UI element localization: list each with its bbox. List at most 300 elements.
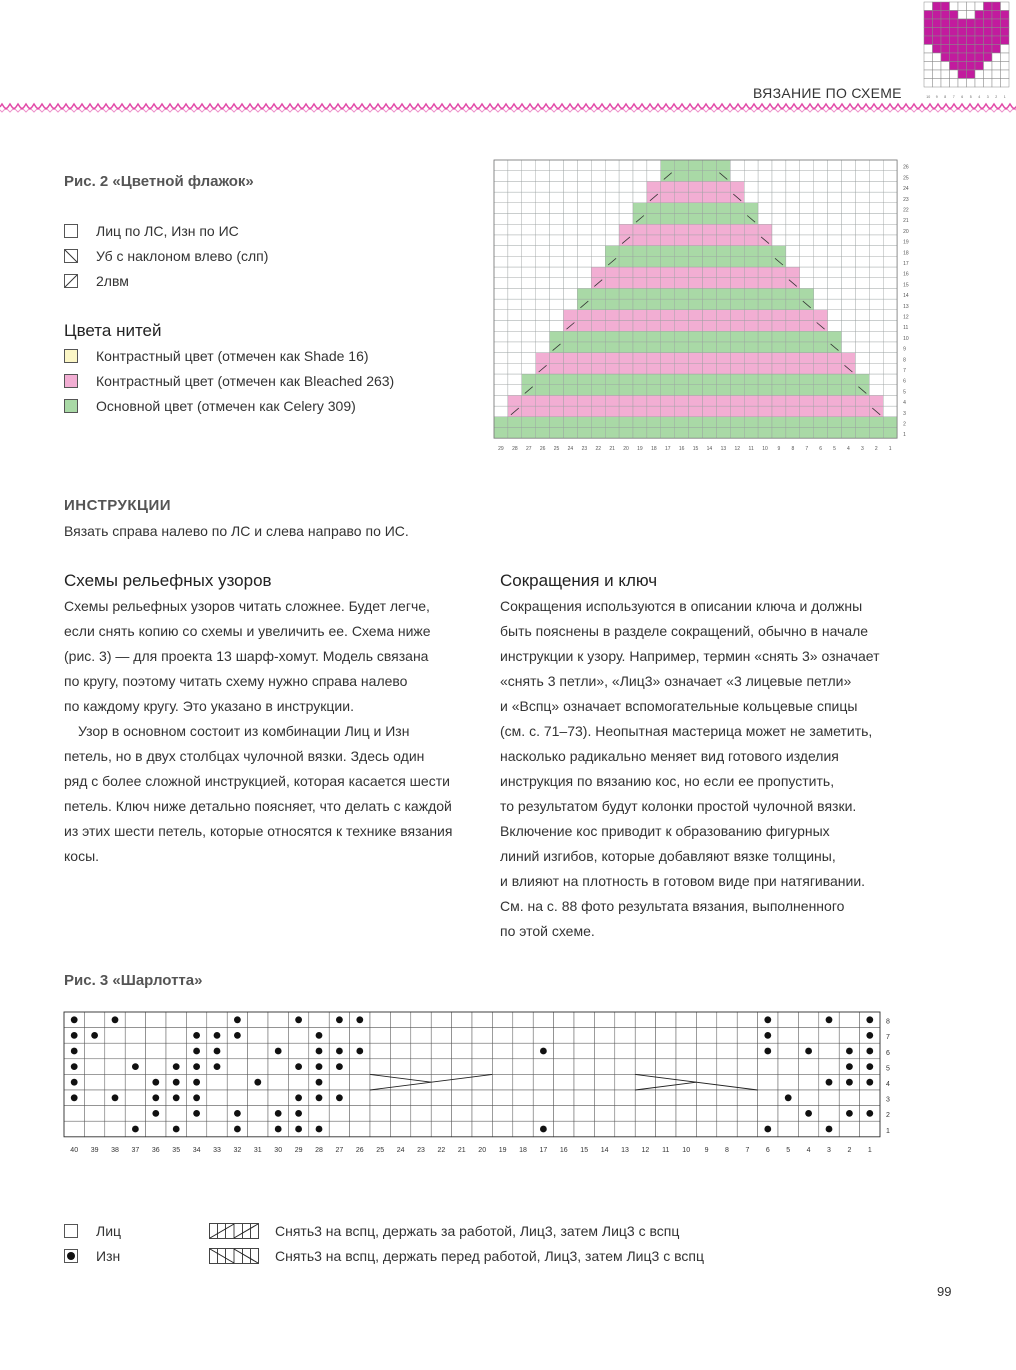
chart-cell [744,246,758,257]
chart-cell [615,1043,635,1059]
heart-cell [924,79,933,88]
chart-cell [605,267,619,278]
chart-cell [869,385,883,396]
chart-cell [855,214,869,225]
purl-dot [866,1016,873,1023]
chart-cell [661,321,675,332]
chart-cell [819,1043,839,1059]
legend-label: Лиц по ЛС, Изн по ИС [96,222,239,239]
legend-row-cable-front [209,1243,704,1268]
chart-cell [737,1059,757,1075]
chart-cell [855,224,869,235]
row-number: 25 [903,175,909,182]
chart-cell [494,256,508,267]
chart-cell [591,353,605,364]
chart-cell [842,342,856,353]
chart-cell [550,278,564,289]
chart-cell [689,310,703,321]
purl-dot [866,1063,873,1070]
chart-cell [591,192,605,203]
chart-cell [689,374,703,385]
chart-cell [730,428,744,439]
chart-cell [550,181,564,192]
chart-cell [772,160,786,171]
row-number: 12 [903,314,909,321]
chart-cell [146,1028,166,1044]
chart-cell [869,160,883,171]
chart-cell [390,1090,410,1106]
chart-cell [716,181,730,192]
color-row [64,368,394,393]
chart-cell [744,342,758,353]
chart-cell [860,1090,880,1106]
chart-cell [661,310,675,321]
col-number: 39 [90,1146,99,1154]
chart-cell [513,1059,533,1075]
chart-cell [633,428,647,439]
chart-cell [661,363,675,374]
chart-cell [703,256,717,267]
chart-cell [842,181,856,192]
heart-cell [984,19,993,28]
chart-cell [370,1028,390,1044]
chart-cell [564,246,578,257]
chart-cell [675,246,689,257]
chart-cell [605,160,619,171]
chart-cell [522,181,536,192]
header-zigzag-rule [0,101,1016,115]
row-number: 14 [903,293,909,300]
chart-cell [564,160,578,171]
chart-cell [676,1121,696,1137]
chart-cell [577,406,591,417]
chart-cell [619,417,633,428]
chart-cell [550,374,564,385]
chart-cell [758,374,772,385]
chart-cell [800,353,814,364]
heart-cell [958,36,967,45]
chart-cell [703,353,717,364]
text-line: Включение кос приводит к образованию фигурных [500,823,830,839]
text-line: «снять 3 петли», «Лиц3» означает «3 лицевые петли» [500,673,852,689]
heart-cell [950,45,959,54]
chart-cell [883,299,897,310]
chart-cell [633,395,647,406]
heart-cell [984,36,993,45]
chart-cell [594,1090,614,1106]
purl-dot [71,1094,78,1101]
col-number: 11 [662,1146,670,1154]
heart-cell [1001,36,1010,45]
chart-cell [758,192,772,203]
col-number: 5 [833,446,836,453]
chart-cell [508,428,522,439]
col-number: 32 [233,1146,242,1154]
chart-cell [536,171,550,182]
heart-cell [992,79,1001,88]
chart-cell [647,374,661,385]
chart-cell [522,160,536,171]
chart-cell [574,1059,594,1075]
chart-cell [635,1043,655,1059]
chart-cell [675,256,689,267]
chart-cell [800,171,814,182]
chart-cell [635,1106,655,1122]
chart-cell [350,1090,370,1106]
chart-cell [125,1106,145,1122]
chart-cell [842,374,856,385]
section-label: ВЯЗАНИЕ ПО СХЕМЕ [753,85,902,101]
heart-cell [958,2,967,11]
chart-cell [494,160,508,171]
chart-cell [656,1012,676,1028]
instructions-text: Вязать справа налево по ЛС и слева направо по ИС. [64,523,409,539]
chart-cell [883,181,897,192]
chart-cell [522,374,536,385]
chart-cell [800,385,814,396]
chart-cell [656,1028,676,1044]
heart-cell [950,28,959,37]
text-line: инструкция по вязанию кос, но если ее пропустить, [500,773,835,789]
chart-cell [716,417,730,428]
chart-cell [786,224,800,235]
chart-cell [605,235,619,246]
chart-cell [869,203,883,214]
heart-tick: 9 [935,95,938,99]
heart-cell [924,19,933,28]
legend-row-k2tog [64,268,268,293]
chart-cell [564,288,578,299]
chart-cell [411,1121,431,1137]
chart-cell [574,1043,594,1059]
chart-cell [828,224,842,235]
chart-cell [605,385,619,396]
chart-cell [647,353,661,364]
heart-cell [992,53,1001,62]
chart-cell [772,288,786,299]
chart-cell [828,417,842,428]
chart-cell [869,171,883,182]
chart-cell [703,267,717,278]
chart-cell [772,224,786,235]
chart-cell [577,214,591,225]
chart-cell [758,160,772,171]
purl-dot [275,1110,282,1117]
chart-cell [522,203,536,214]
row-number: 21 [903,218,909,225]
chart-cell [661,428,675,439]
chart-cell [494,224,508,235]
purl-dot [193,1048,200,1055]
chart-cell [758,1059,778,1075]
col-number: 15 [692,446,699,453]
chart-cell [591,417,605,428]
chart-cell [786,417,800,428]
chart-cell [591,224,605,235]
purl-dot [193,1063,200,1070]
chart-cell [869,214,883,225]
chart-cell [696,1028,716,1044]
chart-cell [577,278,591,289]
chart-cell [814,171,828,182]
row-number: 6 [886,1049,890,1057]
chart-cell [716,310,730,321]
chart-cell [186,1121,206,1137]
heart-cell [975,11,984,20]
chart-cell [689,428,703,439]
chart-cell [855,181,869,192]
chart-cell [513,1074,533,1090]
chart-cell [633,267,647,278]
row-number: 9 [903,346,906,353]
heart-cell [975,53,984,62]
fig3-title: Рис. 3 «Шарлотта» [64,972,203,989]
chart-cell [647,385,661,396]
chart-cell [492,1059,512,1075]
chart-cell [619,428,633,439]
purl-dot [356,1048,363,1055]
chart-cell [786,203,800,214]
chart-cell [554,1043,574,1059]
chart-cell [554,1106,574,1122]
chart-cell [550,417,564,428]
chart-cell [855,299,869,310]
chart-cell [633,342,647,353]
purl-dot [540,1048,547,1055]
chart-cell [758,256,772,267]
chart-cell [883,288,897,299]
col-number: 2 [874,446,878,453]
chart-cell [577,374,591,385]
heart-cell [984,53,993,62]
chart-cell [716,299,730,310]
chart-cell [390,1028,410,1044]
chart-cell [494,417,508,428]
right-column-text [500,594,920,944]
chart-cell [574,1028,594,1044]
chart-cell [798,1012,818,1028]
chart-cell [814,181,828,192]
chart-cell [533,1028,553,1044]
col-number: 12 [734,446,741,453]
chart-cell [594,1121,614,1137]
heart-cell [941,2,950,11]
chart-cell [730,235,744,246]
chart-cell [350,1074,370,1090]
purl-dot [764,1016,771,1023]
chart-cell [883,331,897,342]
chart-cell [661,256,675,267]
chart-cell [814,235,828,246]
chart-cell [550,395,564,406]
purl-dot [132,1126,139,1133]
chart-cell [591,406,605,417]
chart-cell [786,406,800,417]
chart-cell [564,203,578,214]
purl-dot [152,1094,159,1101]
fig2-symbol-legend [64,218,268,293]
color-row [64,343,394,368]
legend-label: Изн [96,1247,121,1264]
chart-cell [703,299,717,310]
chart-cell [564,406,578,417]
fig3-texture-chart [60,1008,920,1158]
heart-cell [958,79,967,88]
chart-cell [855,374,869,385]
chart-cell [84,1012,104,1028]
chart-cell [675,353,689,364]
cable-back-icon [209,1223,259,1239]
heart-cell [941,53,950,62]
chart-cell [536,353,550,364]
chart-cell [675,192,689,203]
heart-cell [1001,79,1010,88]
chart-cell [329,1106,349,1122]
chart-cell [842,267,856,278]
purl-dot [275,1126,282,1133]
col-number: 6 [819,446,823,453]
chart-cell [703,214,717,225]
chart-cell [647,160,661,171]
row-number: 13 [903,303,909,310]
heart-cell [1001,2,1010,11]
chart-cell [647,278,661,289]
chart-cell [647,246,661,257]
chart-cell [855,278,869,289]
chart-cell [564,214,578,225]
chart-cell [703,160,717,171]
chart-cell [550,428,564,439]
chart-cell [554,1090,574,1106]
purl-dot [71,1048,78,1055]
chart-cell [370,1012,390,1028]
chart-cell [839,1012,859,1028]
chart-cell [647,256,661,267]
chart-cell [647,224,661,235]
chart-cell [737,1106,757,1122]
heart-cell [924,28,933,37]
chart-cell [855,310,869,321]
chart-cell [577,395,591,406]
chart-cell [778,1106,798,1122]
purl-dot [846,1079,853,1086]
heart-cell [958,70,967,79]
chart-cell [696,1106,716,1122]
chart-cell [522,321,536,332]
chart-cell [744,171,758,182]
col-number: 14 [706,446,713,453]
chart-cell [800,267,814,278]
heart-cell [1001,11,1010,20]
chart-cell [758,171,772,182]
heart-cell [941,36,950,45]
heart-cell [933,53,942,62]
chart-cell [494,321,508,332]
chart-cell [855,192,869,203]
heart-cell [984,28,993,37]
chart-cell [716,288,730,299]
chart-cell [689,395,703,406]
chart-cell [508,235,522,246]
chart-cell [329,1028,349,1044]
col-number: 1 [888,446,892,453]
chart-cell [842,224,856,235]
chart-cell [737,1121,757,1137]
chart-cell [647,214,661,225]
chart-cell [883,342,897,353]
chart-cell [411,1028,431,1044]
chart-cell [248,1028,268,1044]
purl-dot [173,1126,180,1133]
chart-cell [513,1012,533,1028]
chart-cell [591,363,605,374]
chart-cell [591,235,605,246]
chart-cell [786,385,800,396]
col-number: 16 [559,1146,568,1154]
heart-cell [975,28,984,37]
chart-cell [696,1059,716,1075]
chart-cell [716,256,730,267]
chart-cell [633,160,647,171]
chart-cell [605,353,619,364]
purl-dot [295,1126,302,1133]
chart-cell [619,288,633,299]
chart-cell [268,1090,288,1106]
chart-cell [828,256,842,267]
chart-cell [550,203,564,214]
chart-cell [696,1121,716,1137]
chart-cell [883,235,897,246]
chart-cell [508,299,522,310]
chart-cell [772,181,786,192]
chart-cell [492,1028,512,1044]
chart-cell [452,1028,472,1044]
col-number: 7 [745,1146,750,1154]
chart-cell [536,385,550,396]
chart-cell [577,428,591,439]
chart-cell [716,224,730,235]
chart-cell [855,267,869,278]
chart-cell [536,374,550,385]
chart-cell [564,267,578,278]
chart-cell [758,288,772,299]
chart-cell [758,1090,778,1106]
heart-cell [941,19,950,28]
chart-cell [786,342,800,353]
row-number: 2 [903,421,906,428]
chart-cell [744,192,758,203]
chart-cell [494,214,508,225]
chart-cell [800,214,814,225]
row-number: 7 [903,368,906,374]
chart-cell [494,235,508,246]
chart-cell [716,406,730,417]
chart-cell [605,310,619,321]
chart-cell [508,385,522,396]
chart-cell [814,385,828,396]
chart-cell [564,310,578,321]
chart-cell [508,160,522,171]
chart-cell [647,288,661,299]
col-number: 27 [335,1146,344,1154]
col-number: 3 [827,1146,831,1154]
chart-cell [656,1074,676,1090]
heart-cell [933,79,942,88]
chart-cell [661,331,675,342]
chart-cell [494,342,508,353]
chart-cell [513,1106,533,1122]
chart-cell [869,235,883,246]
